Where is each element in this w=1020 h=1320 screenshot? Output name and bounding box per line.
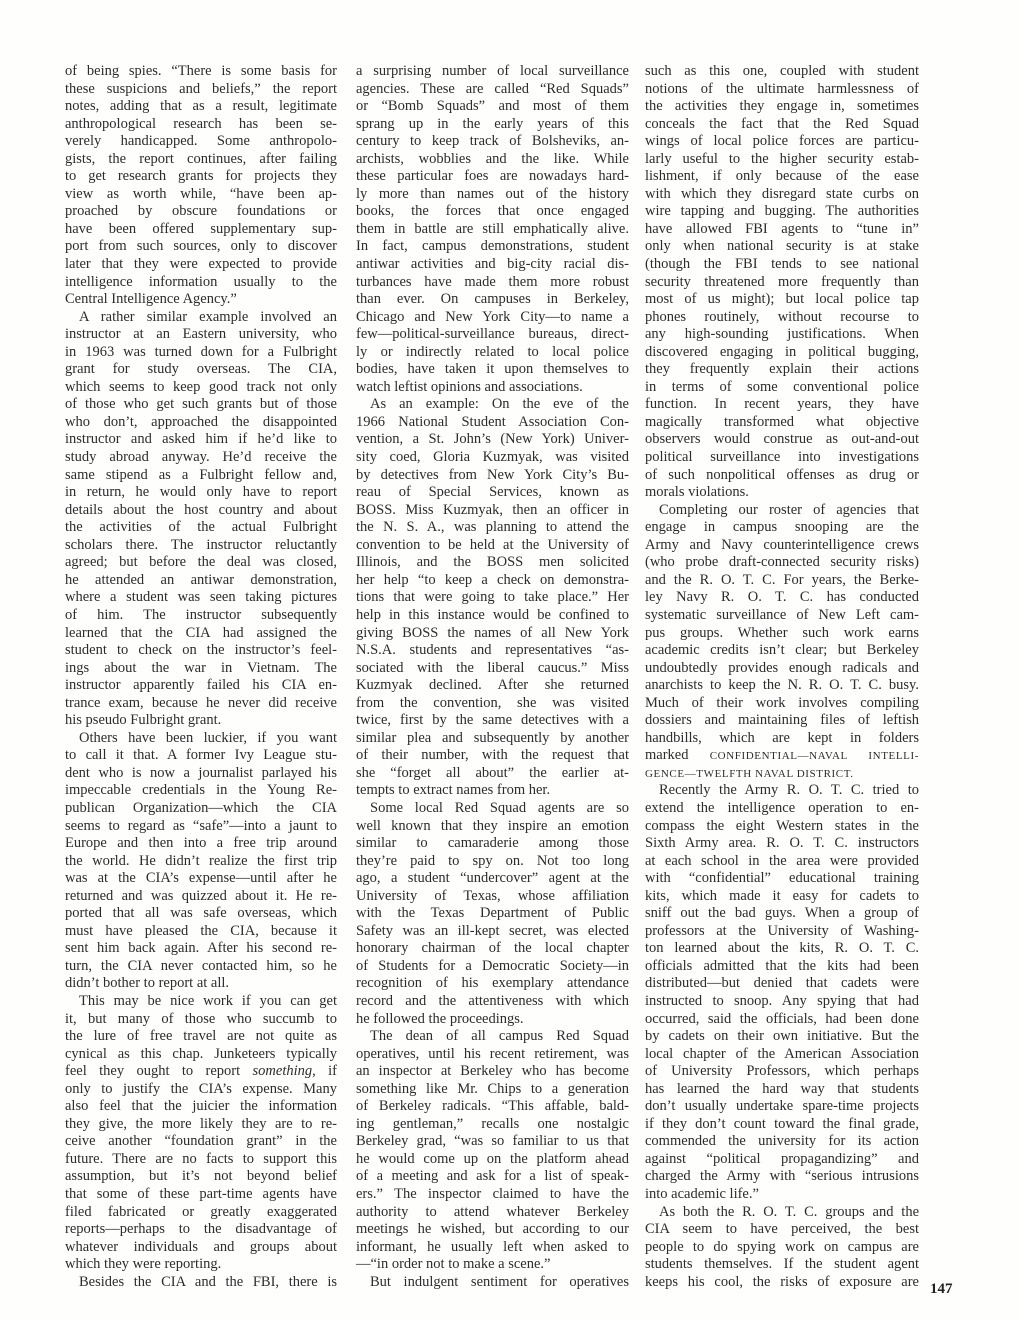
text-line: to call it that. A former Ivy League stu- [65,747,337,764]
text-line: giving BOSS the names of all New York [356,624,629,641]
text-line: something like Mr. Chips to a generation [356,1080,629,1097]
small-caps-text: GENCE—TWELFTH NAVAL DISTRICT. [645,767,854,780]
paragraph [356,1028,629,1274]
text-line: the world. He didn’t realize the first trip [65,852,337,869]
paragraph [645,1204,919,1292]
text-line: wire tapping and bugging. The authorities [645,203,919,220]
text-line: authority to attend whatever Berkeley [356,1203,629,1220]
text-line: same stipend as a Fulbright fellow and, [65,466,337,483]
paragraph [356,396,629,800]
text-line: similar plea and subsequently by another [356,729,629,746]
text-line: study abroad anyway. He’d receive the [65,449,337,466]
column-left [65,63,337,1291]
paragraph [356,1274,629,1292]
text-line: political surveillance into investigations [645,449,919,466]
text-line: cynical as this chap. Junketeers typically [65,1045,337,1062]
paragraph [65,993,337,1274]
text-line: Army and Navy counterintelligence crews [645,536,919,553]
text-line: archists, wobblies and the like. While [356,150,629,167]
text-line [65,1063,337,1081]
text-line: local chapter of the American Association [645,1045,919,1062]
text-line: In fact, campus demonstrations, student [356,238,629,255]
text-line: he attended an antiwar demonstration, [65,571,337,588]
text-run: feel they ought to report [65,1063,253,1080]
paragraph [645,502,919,783]
text-line: ported that all was safe overseas, which [65,905,337,922]
text-line: informant, he usually left when asked to [356,1238,629,1255]
text-line: instructor and asked him if he’d like to [65,431,337,448]
text-run: marked [645,747,710,764]
text-line: student to check on the instructor’s feel- [65,642,337,659]
text-line: verely handicapped. Some anthropolo- [65,133,337,150]
text-line: Much of their work involves compiling [645,694,919,711]
text-line: century to keep track of Bolsheviks, an- [356,133,629,150]
text-line: help in this instance would be confined to [356,606,629,623]
text-line: ings about the war in Vietnam. The [65,659,337,676]
text-line: few—political-surveillance bureaus, direct- [356,326,629,343]
text-line: she “forget all about” the earlier at- [356,764,629,781]
text-line: he followed the proceedings. [356,1010,524,1027]
text-line: larly useful to the higher security estab- [645,150,919,167]
paragraph [65,1274,337,1292]
text-line: conceals the fact that the Red Squad [645,115,919,132]
text-line: didn’t bother to report at all. [65,975,230,992]
text-line: Some local Red Squad agents are so [370,799,629,816]
paragraph [356,63,629,396]
text-line: ers.” The inspector claimed to have the [356,1186,629,1202]
text-line: sociated with the liberal caucus.” Miss [356,659,629,676]
text-line: details about the host country and about [65,501,337,518]
paragraph [65,309,337,730]
text-line: anarchists to keep the N. R. O. T. C. busy. [645,677,919,694]
text-line: As an example: On the eve of the [370,396,629,413]
text-line: Completing our roster of agencies that [659,501,919,518]
text-line: magically transformed what objective [645,413,919,430]
small-caps-text: CONFIDENTIAL—NAVAL INTELLI- [709,750,919,763]
text-line: But indulgent sentiment for operatives [370,1273,629,1290]
text-line: sniff out the bad guys. When a group of [645,905,919,922]
text-line: systematic surveillance of New Left cam- [645,606,919,623]
text-line: in 1963 was turned down for a Fulbright [65,343,337,360]
text-line: these particular foes are nowadays hard- [356,168,629,185]
text-line: into academic life.” [645,1186,759,1202]
text-line: port from such sources, only to discover [65,238,337,255]
text-line: or “Bomb Squads” and most of them [356,98,629,115]
text-line: also feel that the juicier the information [65,1098,337,1115]
text-line: occurred, said the officials, had been done [645,1010,919,1027]
text-line: against “political propagandizing” and [645,1150,919,1167]
text-line: ceive another “foundation grant” in the [65,1133,337,1150]
text-line: impeccable credentials in the Young Re- [65,782,337,799]
text-line: which they were reporting. [65,1256,222,1273]
text-line: dent who is now a journalist parlayed his [65,764,337,781]
text-line: function. In recent years, they have [645,396,919,413]
text-line: discovered engaging in political bugging, [645,343,919,360]
text-line: who don’t, approached the disappointed [65,413,337,430]
text-line: CIA seem to have perceived, the best [645,1221,919,1238]
text-line: of Berkeley radicals. “This affable, bald- [356,1098,629,1115]
text-line: ing gentleman,” recalls one nostalgic [356,1115,629,1132]
text-line: seems to regard as “safe”—into a jaunt to [65,817,337,834]
text-line: pus groups. Whether such work earns [645,624,919,641]
text-line: ago, a student “undercover” agent at the [356,870,629,887]
text-line: Kuzmyak declined. After she returned [356,677,629,694]
text-line: was at the CIA’s expense—until after he [65,870,337,887]
text-line: have allowed FBI agents to “tune in” [645,220,919,237]
text-line: watch leftist opinions and associations. [356,378,583,395]
text-line: sent him back again. After his second re- [65,940,337,957]
text-line: turn, the CIA never contacted him, so he [65,957,337,974]
text-line: operatives, until his recent retirement, was [356,1045,629,1062]
text-line: in return, he would only have to report [65,484,337,501]
text-line: of such nonpolitical offenses as drug or [645,466,919,483]
text-line: only when national security is at stake [645,238,919,255]
text-line: record and the attentiveness with which [356,992,629,1009]
text-line: the activities of the actual Fulbright [65,519,337,536]
page-number: 147 [930,1281,953,1297]
text-line: wings of local police forces are particu- [645,133,919,150]
text-line: the lure of free travel are not quite as [65,1028,337,1045]
text-line: ly more than names out of the history [356,185,629,202]
text-line: honorary chairman of the local chapter [356,940,629,957]
text-line: the N. S. A., was planning to attend the [356,519,629,536]
text-line: (who probe draft-connected security risks) [645,554,919,571]
text-line: from the convention, she was visited [356,694,629,711]
text-line [645,747,919,765]
text-line: convention to be held at the University of [356,536,629,553]
text-line: University of Texas, whose affiliation [356,887,629,904]
text-line: well known that they inspire an emotion [356,817,629,834]
text-line: grant for study overseas. The CIA, [65,361,337,378]
text-line: with the Texas Department of Public [356,905,629,922]
column-middle [356,63,629,1291]
text-line: This may be nice work if you can get [79,992,337,1009]
text-line: a surprising number of local surveillance [356,63,629,79]
text-line: learned that the CIA had assigned the [65,624,337,641]
column-right [645,63,919,1291]
text-line: whatever individuals and groups about [65,1238,337,1255]
text-line: turbances have made them more robust [356,273,629,290]
text-line: instructor apparently failed his CIA en- [65,677,337,694]
text-line: 1966 National Student Association Con- [356,413,629,430]
text-line: Safety was an ill-kept secret, was elected [356,922,629,939]
text-line: scholars there. The instructor reluctantly [65,536,337,553]
paragraph [645,63,919,502]
text-line: by cadets on their own initiative. But the [645,1028,919,1045]
text-line: ley Navy R. O. T. C. has conducted [645,589,919,606]
text-line: these suspicions and beliefs,” the report [65,80,337,97]
text-line: of a meeting and ask for a list of speak- [356,1168,629,1185]
text-line: charged the Army with “serious intrusions [645,1168,919,1185]
text-line: ly or indirectly related to local police [356,343,629,360]
text-line: future. There are no facts to support this [65,1150,337,1167]
text-line: (though the FBI tends to see national [645,256,919,273]
text-line: reports—perhaps to the disadvantage of [65,1221,337,1238]
text-line: publican Organization—which the CIA [65,799,337,816]
text-line: if they don’t count toward the final grade, [645,1115,919,1132]
text-line: similar to camaraderie among those [356,835,629,852]
text-line: of University Professors, which perhaps [645,1063,919,1080]
paragraph [65,730,337,993]
text-line: they’re paid to spy on. Not too long [356,852,629,869]
text-line: bodies, have taken it upon themselves to [356,361,629,378]
text-line: students themselves. If the student agent [645,1256,919,1273]
text-line: Besides the CIA and the FBI, there is [79,1273,337,1290]
text-line: undoubtedly provides enough radicals and [645,659,919,676]
text-line: than ever. On campuses in Berkeley, [356,291,629,308]
text-line: lishment, if only because of the ease [645,168,919,185]
text-line: tions that were going to take place.” Her [356,589,629,606]
text-line: anthropological research has been se- [65,115,337,132]
text-run: , if [312,1063,338,1080]
text-line: Chicago and New York City—to name a [356,308,629,325]
text-line: Berkeley grad, “was so familiar to us that [356,1133,629,1150]
text-line: people to do spying work on campus are [645,1238,919,1255]
text-line: that some of these part-time agents have [65,1186,337,1202]
text-line: Europe and then into a free trip around [65,835,337,852]
text-line: Others have been luckier, if you want [79,729,337,746]
text-line: of their number, with the request that [356,747,629,764]
text-line: books, the forces that once engaged [356,203,629,220]
text-line: Central Intelligence Agency.” [65,291,237,308]
text-line: engage in campus snooping are the [645,519,919,536]
text-line: which seems to keep good track not only [65,378,337,395]
paragraph [356,800,629,1028]
text-line: commended the university for its action [645,1133,919,1150]
text-line: dossiers and maintaining files of leftish [645,712,919,729]
text-line: recognition of his exemplary attendance [356,975,629,992]
text-line: proached by obscure foundations or [65,203,337,220]
text-line: twice, first by the same detectives with a [356,712,629,729]
text-line: in terms of some conventional police [645,378,919,395]
text-line: agencies. These are called “Red Squads” [356,80,629,97]
text-line: academic credits isn’t clear; but Berkeley [645,642,919,659]
text-line: at each school in the area were provided [645,852,919,869]
text-line: the activities they engage in, sometimes [645,98,919,115]
text-line: don’t usually undertake spare-time projects [645,1098,919,1115]
text-line: of those who get such grants but of those [65,396,337,413]
text-line: vention, a St. John’s (New York) Univer- [356,431,629,448]
text-line: and the R. O. T. C. For years, the Berke- [645,571,919,588]
text-line: her help “to keep a check on demonstra- [356,571,629,588]
text-line: N.S.A. students and representatives “as- [356,642,629,659]
text-line: with which they disregard state curbs on [645,185,919,202]
text-line: returned and was quizzed about it. He re- [65,887,337,904]
text-line: view as worth while, “have been ap- [65,185,337,202]
text-line: his pseudo Fulbright grant. [65,712,222,729]
text-line: sity coed, Gloria Kuzmyak, was visited [356,449,629,466]
text-line: of him. The instructor subsequently [65,606,337,623]
text-line: where a student was seen taking pictures [65,589,337,606]
text-line: by detectives from New York City’s Bu- [356,466,629,483]
text-line: instructor at an Eastern university, who [65,326,337,343]
text-line: phones routinely, without recourse to [645,308,919,325]
text-line: morals violations. [645,484,749,501]
text-line: only to justify the CIA’s expense. Many [65,1080,337,1097]
text-line: sprang up in the early years of this [356,115,629,132]
text-line: handbills, which are kept in folders [645,729,919,746]
text-line: it, but many of those who succumb to [65,1010,337,1027]
text-line: Sixth Army area. R. O. T. C. instructors [645,835,919,852]
text-line: meetings he wished, but according to our [356,1221,629,1238]
text-line: agreed; but before the deal was closed, [65,554,337,571]
text-line: any high-sounding justifications. When [645,326,919,343]
text-line: they give, the more likely they are to re- [65,1115,337,1132]
text-line: an inspector at Berkeley who has become [356,1063,629,1080]
text-line: with “confidential” educational training [645,870,919,887]
text-line: later that they were expected to provide [65,256,337,273]
text-line: trance exam, because he never did receive [65,694,337,711]
text-line: Illinois, and the BOSS men solicited [356,554,629,571]
paragraph [645,782,919,1203]
text-line: gists, the report continues, after failing [65,150,337,167]
text-line: most of us might); but local police tap [645,291,919,308]
text-line: of being spies. “There is some basis for [65,63,337,79]
text-line: he would come up on the platform ahead [356,1150,629,1167]
text-line: intelligence information usually to the [65,273,337,290]
text-line: to get research grants for projects they [65,168,337,185]
text-line: notions of the ultimate harmlessness of [645,80,919,97]
text-line: officials admitted that the kits had been [645,957,919,974]
text-line: assumption, but it’s not beyond belief [65,1168,337,1185]
text-line: instructed to snoop. Any spying that had [645,992,919,1009]
text-line: have been offered supplementary sup- [65,220,337,237]
text-line: must have pleased the CIA, because it [65,922,337,939]
text-line: them in battle are still emphatically alive. [356,220,629,237]
paragraph [65,63,337,309]
text-line: keeps his cool, the risks of exposure are [645,1273,919,1290]
text-line: compass the eight Western states in the [645,817,919,834]
text-line: such as this one, coupled with student [645,63,919,79]
text-line: distributed—but denied that cadets were [645,975,919,992]
text-line: antiwar activities and big-city racial dis- [356,256,629,273]
text-line: of Students for a Democratic Society—in [356,957,629,974]
text-line: reau of Special Services, known as [356,484,629,501]
text-line: —“in order not to make a scene.” [356,1256,551,1273]
text-line: tempts to extract names from her. [356,782,551,799]
text-line: professors at the University of Washing- [645,922,919,939]
text-line [645,765,919,783]
text-line: has learned the hard way that students [645,1080,919,1097]
text-line: The dean of all campus Red Squad [370,1028,629,1045]
text-line: they frequently explain their actions [645,361,919,378]
text-line: security threatened more frequently than [645,273,919,290]
text-line: Recently the Army R. O. T. C. tried to [659,782,919,799]
italic-text: something [252,1063,313,1080]
text-line: kits, which made it easy for cadets to [645,887,919,904]
text-line: BOSS. Miss Kuzmyak, then an officer in [356,501,629,518]
text-line: filed fabricated or greatly exaggerated [65,1203,337,1220]
text-line: extend the intelligence operation to en- [645,799,919,816]
text-line: observers would construe as out-and-out [645,431,919,448]
text-line: A rather similar example involved an [79,308,337,325]
text-line: As both the R. O. T. C. groups and the [659,1203,919,1220]
text-line: ton learned about the kits, R. O. T. C. [645,940,919,957]
text-line: notes, adding that as a result, legitimate [65,98,337,115]
